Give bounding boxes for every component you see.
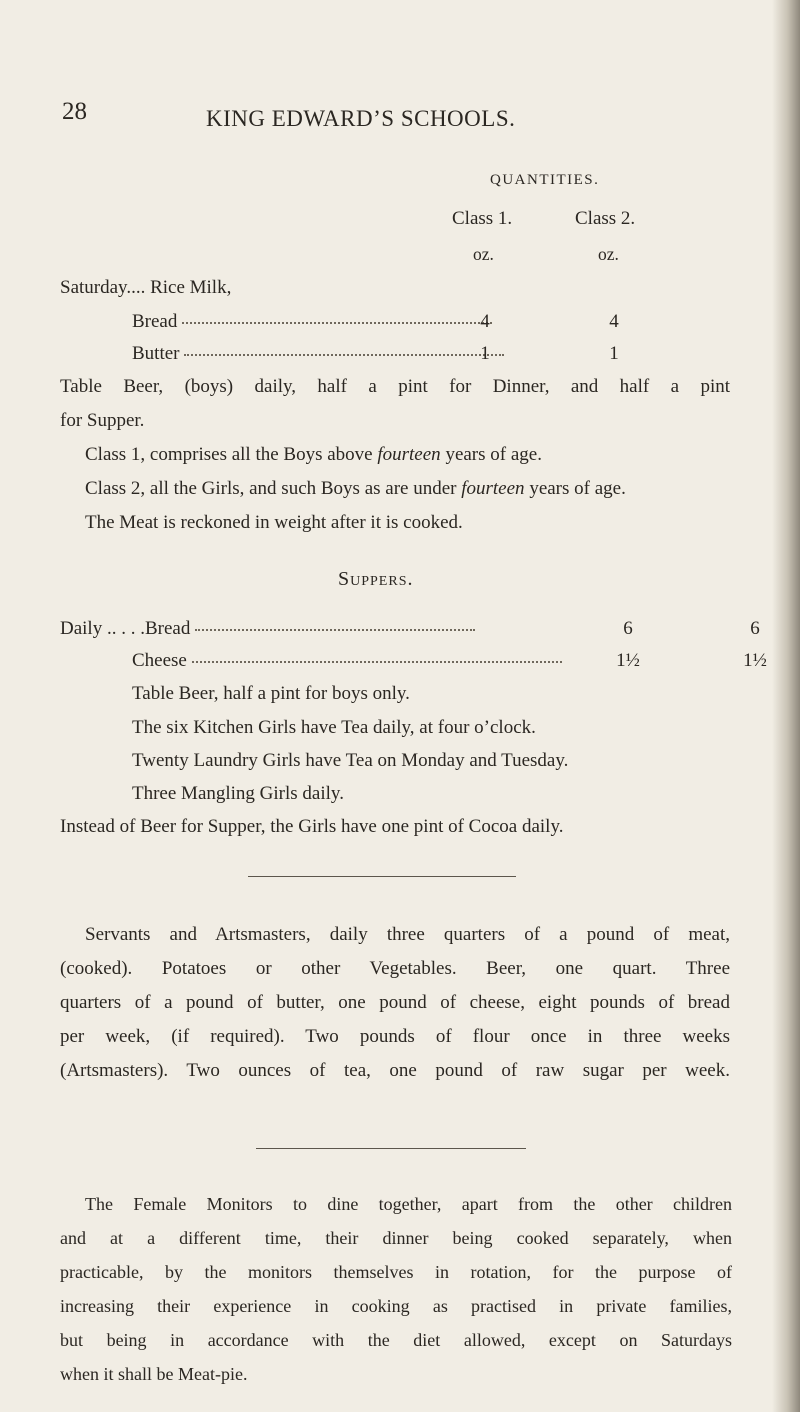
suppers-bread-class1: 6: [623, 618, 633, 639]
saturday-item-butter: [132, 343, 504, 365]
class2-note-post: years of age.: [524, 478, 626, 499]
suppers-cheese-label: Cheese: [132, 650, 187, 671]
class2-header: Class 2.: [575, 208, 636, 229]
suppers-bread-label: Bread: [144, 618, 191, 639]
beer-note: [60, 376, 730, 410]
suppers-bread-class2: 6: [750, 618, 760, 639]
class2-note-pre: Class 2, all the Girls, and such Boys as are under: [85, 478, 462, 499]
monitors-line: and at a different time, their dinner being cooked separately, when: [60, 1228, 732, 1248]
class2-note-em: fourteen: [461, 478, 525, 499]
servants-paragraph: [60, 924, 730, 1094]
running-head: KING EDWARD’S SCHOOLS.: [206, 106, 516, 131]
section-rule: [248, 876, 516, 877]
monitors-paragraph: [60, 1194, 732, 1398]
leader-dots: [195, 629, 475, 631]
section-rule: [256, 1148, 526, 1149]
suppers-cheese-class2: 1½: [743, 650, 767, 671]
cocoa-line: Instead of Beer for Supper, the Girls have one pint of Cocoa daily.: [60, 816, 564, 837]
servants-line: (Artsmasters). Two ounces of tea, one pound of raw sugar per week.: [60, 1060, 730, 1081]
class2-unit: oz.: [598, 244, 619, 264]
quantities-heading: QUANTITIES.: [490, 172, 600, 188]
saturday-bread-class2: 4: [609, 311, 619, 332]
servants-line: quarters of a pound of butter, one pound of cheese, eight pounds of bread: [60, 992, 730, 1013]
saturday-day: Saturday: [60, 277, 127, 298]
kitchen-girls-line: The six Kitchen Girls have Tea daily, at four o’clock.: [132, 717, 536, 738]
class1-unit: oz.: [473, 244, 494, 264]
saturday-dots: ....: [126, 277, 146, 298]
suppers-daily-bread: [60, 618, 475, 640]
page-edge-shadow: [772, 0, 800, 1412]
saturday-item-rice-milk: Rice Milk,: [150, 277, 232, 298]
saturday-butter-class1: 1: [480, 343, 490, 364]
servants-line: (cooked). Potatoes or other Vegetables. Beer, one quart. Three: [60, 958, 730, 979]
monitors-line: increasing their experience in cooking as practised in private families,: [60, 1296, 732, 1316]
class1-note-pre: Class 1, comprises all the Boys above: [85, 444, 378, 465]
monitors-line: The Female Monitors to dine together, apart from the other children: [85, 1194, 732, 1214]
suppers-cheese: [132, 650, 562, 672]
saturday-label: [60, 277, 231, 299]
monitors-line: practicable, by the monitors themselves in rotation, for the purpose of: [60, 1262, 732, 1282]
saturday-butter-class2: 1: [609, 343, 619, 364]
leader-dots: [182, 322, 492, 324]
class2-note: [85, 478, 626, 500]
class1-note-em: fourteen: [377, 444, 441, 465]
saturday-bread-class1: 4: [480, 311, 490, 332]
page-number: 28: [62, 98, 87, 125]
beer-note-line2: for Supper.: [60, 410, 145, 431]
class1-note: [85, 444, 542, 466]
bread-label: Bread: [132, 311, 178, 332]
leader-dots: [184, 354, 504, 356]
suppers-day: Daily: [60, 618, 103, 639]
monitors-line: but being in accordance with the diet allowed, except on Saturdays: [60, 1330, 732, 1350]
class1-header: Class 1.: [452, 208, 513, 229]
servants-line: per week, (if required). Two pounds of flour once in three weeks: [60, 1026, 730, 1047]
suppers-beer-line: Table Beer, half a pint for boys only.: [132, 683, 410, 704]
beer-note-line1: Table Beer, (boys) daily, half a pint for Dinner, and half a pint: [60, 376, 730, 397]
butter-label: Butter: [132, 343, 180, 364]
laundry-girls-line: Twenty Laundry Girls have Tea on Monday and Tuesday.: [132, 750, 569, 771]
class1-note-post: years of age.: [440, 444, 542, 465]
meat-note: The Meat is reckoned in weight after it is cooked.: [85, 512, 463, 533]
leader-dots: [192, 661, 562, 663]
suppers-heading: Suppers.: [338, 568, 414, 590]
mangling-girls-line: Three Mangling Girls daily.: [132, 783, 344, 804]
suppers-cheese-class1: 1½: [616, 650, 640, 671]
suppers-dots: .. . . .: [106, 618, 145, 639]
saturday-item-bread: [132, 311, 492, 333]
monitors-line: when it shall be Meat-pie.: [60, 1364, 248, 1384]
servants-line: Servants and Artsmasters, daily three quarters of a pound of meat,: [85, 924, 730, 945]
